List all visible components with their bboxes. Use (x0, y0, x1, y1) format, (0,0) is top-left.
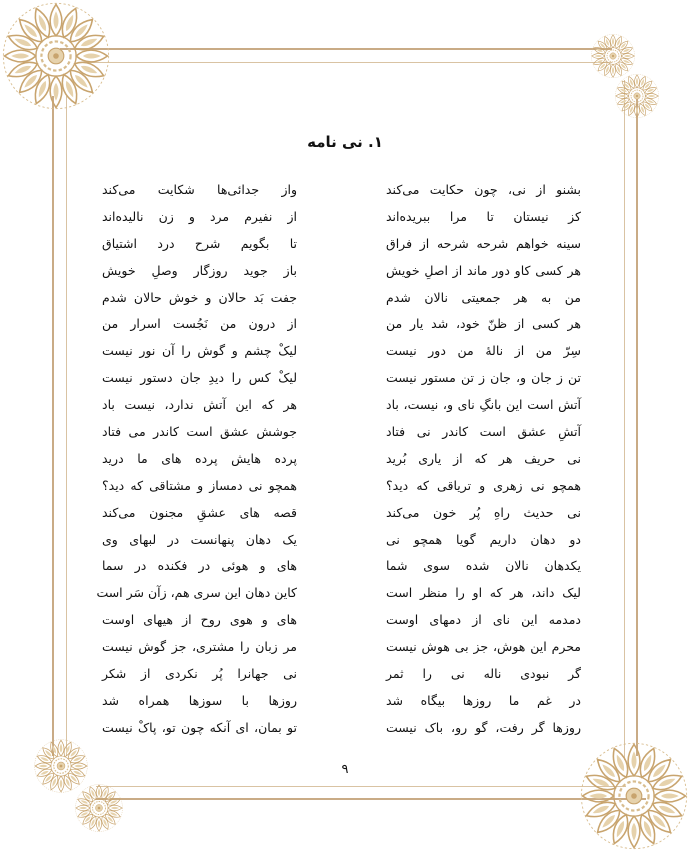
verse-line: آتشِ عشق است کاندر نی فتاد (386, 424, 581, 440)
verse-line: تا بگویم شرح درد اشتیاق (102, 235, 297, 251)
verse-line: هر کسی از ظنّ خود، شد یار من (386, 316, 581, 332)
verse-line: سِرّ من از نالهٔ من دور نیست (386, 343, 581, 359)
verse-line: در غم ما روزها بیگاه شد (386, 692, 581, 708)
verse-line: دو دهان داریم گویا همچو نی (386, 531, 581, 547)
verse-line: باز جوید روزگار وصلِ خویش (102, 262, 297, 278)
verse-line: لیک داند، هر که او را منظر است (386, 585, 581, 601)
verse-line: تو بمان، ای آنکه چون تو، پاکْ نیست (102, 719, 297, 735)
verse-line: پرده‌ هایش پرده‌ های ما درید (102, 450, 297, 466)
verse-line: مر زبان را مشتری، جز گوش نیست (102, 639, 297, 655)
mandala-icon (578, 740, 690, 850)
frame-line-bottom (96, 798, 646, 800)
verse-line: های و هوئی در فکنده در سما (102, 558, 297, 574)
page-number: ۹ (341, 762, 349, 777)
verse-line: بشنو از نی، چون حکایت می‌کند (386, 182, 581, 197)
verse-line: یکدهان نالان شده سوی شما (386, 558, 581, 574)
verse-line: کاین دهان این سری هم، زآن سَر است (96, 585, 297, 601)
poem-left-column (96, 177, 297, 742)
frame-line-left (52, 96, 54, 756)
verse-line: از نفیرم مرد و زن نالیده‌اند (102, 208, 297, 224)
verse-line: واز جدائی‌ها شکایت می‌کند (102, 182, 297, 197)
verse-line: همچو نی دمساز و مشتاقی که دید؟ (102, 477, 297, 493)
verse-line: جفت بَد حالان و خوش حالان شدم (102, 289, 297, 305)
verse-line: همچو نی زهری و تریاقی که دید؟ (386, 477, 581, 493)
frame-line-top (60, 48, 612, 50)
verse-line: کز نیستان تا مرا ببریده‌اند (386, 208, 581, 224)
mandala-icon (614, 73, 660, 119)
verse-line: یک دهان پنهانست در لبهای وی (102, 531, 297, 547)
frame-line-right-inner (624, 80, 625, 760)
frame-line-left-inner (66, 96, 67, 756)
verse-line: جوشش عشق است کاندر می فتاد (102, 424, 297, 440)
verse-line: قصه های عشقِ مجنون می‌کند (102, 504, 297, 520)
verse-line: روزها با سوزها همراه شد (102, 692, 297, 708)
verse-line: از درون من نَجُست اسرار من (102, 316, 297, 332)
verse-line: نی حریف هر که از یاری بُرید (386, 450, 581, 466)
verse-line: آتش است این بانگِ نای و، نیست، باد (386, 397, 581, 413)
mandala-icon (0, 0, 112, 112)
verse-line: نی جهانرا پُر نکردی از شکر (102, 666, 297, 682)
verse-line: لیکْ کس را دیدِ جان دستور نیست (102, 370, 297, 386)
verse-line: روزها گر رفت، گو رو، باک نیست (386, 719, 581, 735)
poem-right-column (386, 177, 581, 742)
verse-line: دمدمه این نای از دمهای اوست (386, 612, 581, 628)
frame-line-right (636, 96, 638, 756)
verse-line: من به هر جمعیتی نالان شدم (386, 289, 581, 305)
frame-line-top-inner (88, 62, 612, 63)
mandala-icon (74, 783, 124, 833)
verse-line: نی حدیث راهِ پُر خون می‌کند (386, 504, 581, 520)
verse-line: هر کسی کاو دور ماند از اصلِ خویش (386, 262, 581, 278)
verse-line: لیکْ چشم و گوش را آن نور نیست (102, 343, 297, 359)
verse-line: سینه خواهم شرحه شرحه از فراق (386, 235, 581, 251)
verse-line: هر که این آتش ندارد، نیست باد (102, 397, 297, 413)
page-title: ۱. نی نامه (307, 133, 383, 151)
verse-line: های و هوی روح از هیهای اوست (102, 612, 297, 628)
verse-line: تن ز جان و، جان ز تن مستور نیست (386, 370, 581, 386)
verse-line: گر نبودی ناله نی را ثمر (386, 666, 581, 682)
frame-line-bottom-inner (96, 786, 626, 787)
verse-line: محرم این هوش، جز بی هوش نیست (386, 639, 581, 655)
